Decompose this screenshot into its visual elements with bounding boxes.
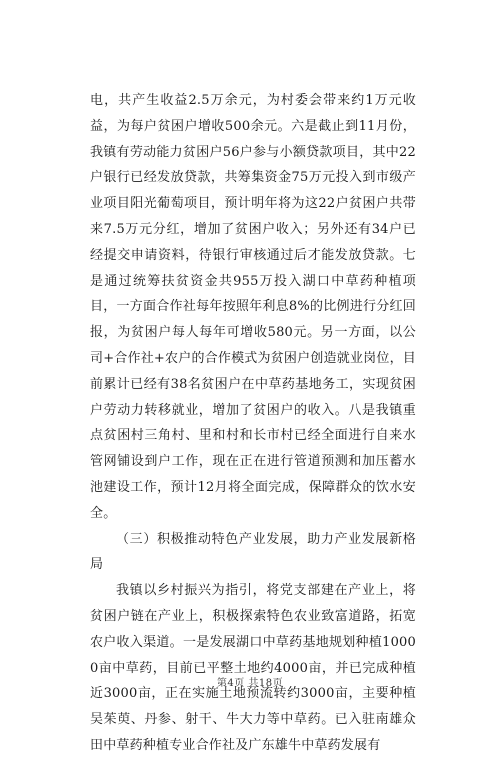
page-number-footer: 第4页 共18页 [216, 678, 284, 689]
section-heading: （三）积极推动特色产业发展，助力产业发展新格局 [90, 531, 416, 573]
body-text [90, 88, 416, 759]
paragraph-continuation: 电，共产生收益2.5万余元，为村委会带来约1万元收益，为每户贫困户增收500余元。六是截止到11月份，我镇有劳动能力贫困户56户参与小额贷款项目，其中22户银行已经发放贷款，共筹集资金75万元投入到市级产业项目阳光葡萄项目，预计明年将为这22户贫困户共带来7.5万元分红，增加了贫困户收入；另外还有34户已经提交申请资料，待银行审核通过后才能发放贷款。七是通过统筹扶贫资金共955万投入湖口中草药种植项目，一方面合作社每年按照年利息8%的比例进行分红回报，为贫困户每人每年可增收580元。另一方面，以公司+合作社+农户的合作模式为贫困户创造就业岗位，目前累计已经有38名贫困户在中草药基地务工，实现贫困户劳动力转移就业，增加了贫困户的收入。八是我镇重点贫困村三角村、里和村和长市村已经全面进行自来水管网铺设到户工作，现在正在进行管道预测和加压蓄水池建设工作，预计12月将全面完成，保障群众的饮水安全。 [90, 93, 416, 521]
paragraph-industry: 我镇以乡村振兴为指引，将党支部建在产业上，将贫困户链在产业上，积极探索特色农业致富道路，拓宽农户收入渠道。一是发展湖口中草药基地规划种植10000亩中草药，目前已平整土地约4000亩，并已完成种植近3000亩，正在实施土地预流转约3000亩，主要种植吴茱萸、丹参、射干、牛大力等中草药。已入驻南雄众田中草药种植专业合作社及广东雄牛中草药发展有 [90, 583, 416, 753]
